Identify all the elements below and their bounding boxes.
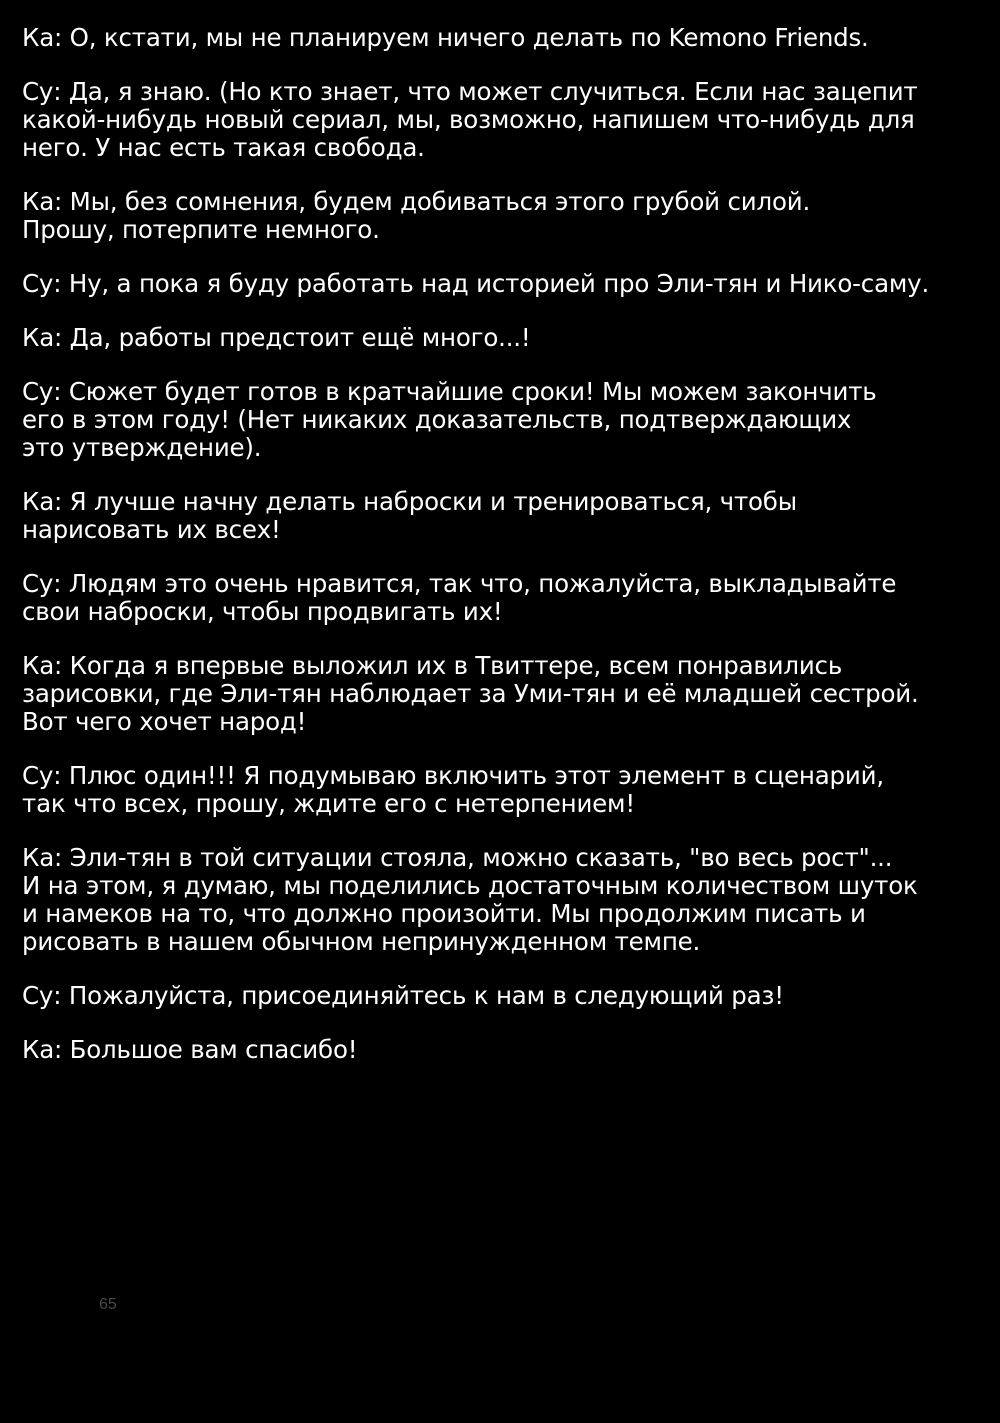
dialogue-line: Су: Пожалуйста, присоединяйтесь к нам в следующий раз! <box>22 981 784 1010</box>
dialogue-line: Су: Сюжет будет готов в кратчайшие сроки! Мы можем закончить его в этом году! (Нет никаких доказательств, подтверждающих это утверждение). <box>22 377 877 462</box>
dialogue-line: Ка: О, кстати, мы не планируем ничего делать по Kemono Friends. <box>22 23 869 52</box>
dialogue-line: Ка: Я лучше начну делать наброски и тренироваться, чтобы нарисовать их всех! <box>22 487 797 544</box>
dialogue-line: Су: Плюс один!!! Я подумываю включить этот элемент в сценарий, так что всех, прошу, ждите его с нетерпением! <box>22 761 884 818</box>
page-number: 65 <box>99 1296 117 1313</box>
dialogue-line: Ка: Эли-тян в той ситуации стояла, можно сказать, "во весь рост"... И на этом, я думаю, мы поделились достаточным количеством шуток и намеков на то, что должно произойти. Мы продолжим писать и рисовать в нашем обычном непринужденном темпе. <box>22 843 918 956</box>
dialogue-line: Ка: Когда я впервые выложил их в Твиттере, всем понравились зарисовки, где Эли-тян наблюдает за Уми-тян и её младшей сестрой. Вот чего хочет народ! <box>22 651 919 736</box>
dialogue-block <box>22 24 982 1090</box>
dialogue-line: Су: Ну, а пока я буду работать над историей про Эли-тян и Нико-саму. <box>22 269 930 298</box>
dialogue-line: Ка: Мы, без сомнения, будем добиваться этого грубой силой. Прошу, потерпите немного. <box>22 187 811 244</box>
dialogue-line: Су: Людям это очень нравится, так что, пожалуйста, выкладывайте свои наброски, чтобы продвигать их! <box>22 569 897 626</box>
dialogue-line: Ка: Да, работы предстоит ещё много...! <box>22 323 531 352</box>
dialogue-line: Ка: Большое вам спасибо! <box>22 1035 358 1064</box>
dialogue-line: Су: Да, я знаю. (Но кто знает, что может случиться. Если нас зацепит какой-нибудь новый сериал, мы, возможно, напишем что-нибудь для него. У нас есть такая свобода. <box>22 77 918 162</box>
